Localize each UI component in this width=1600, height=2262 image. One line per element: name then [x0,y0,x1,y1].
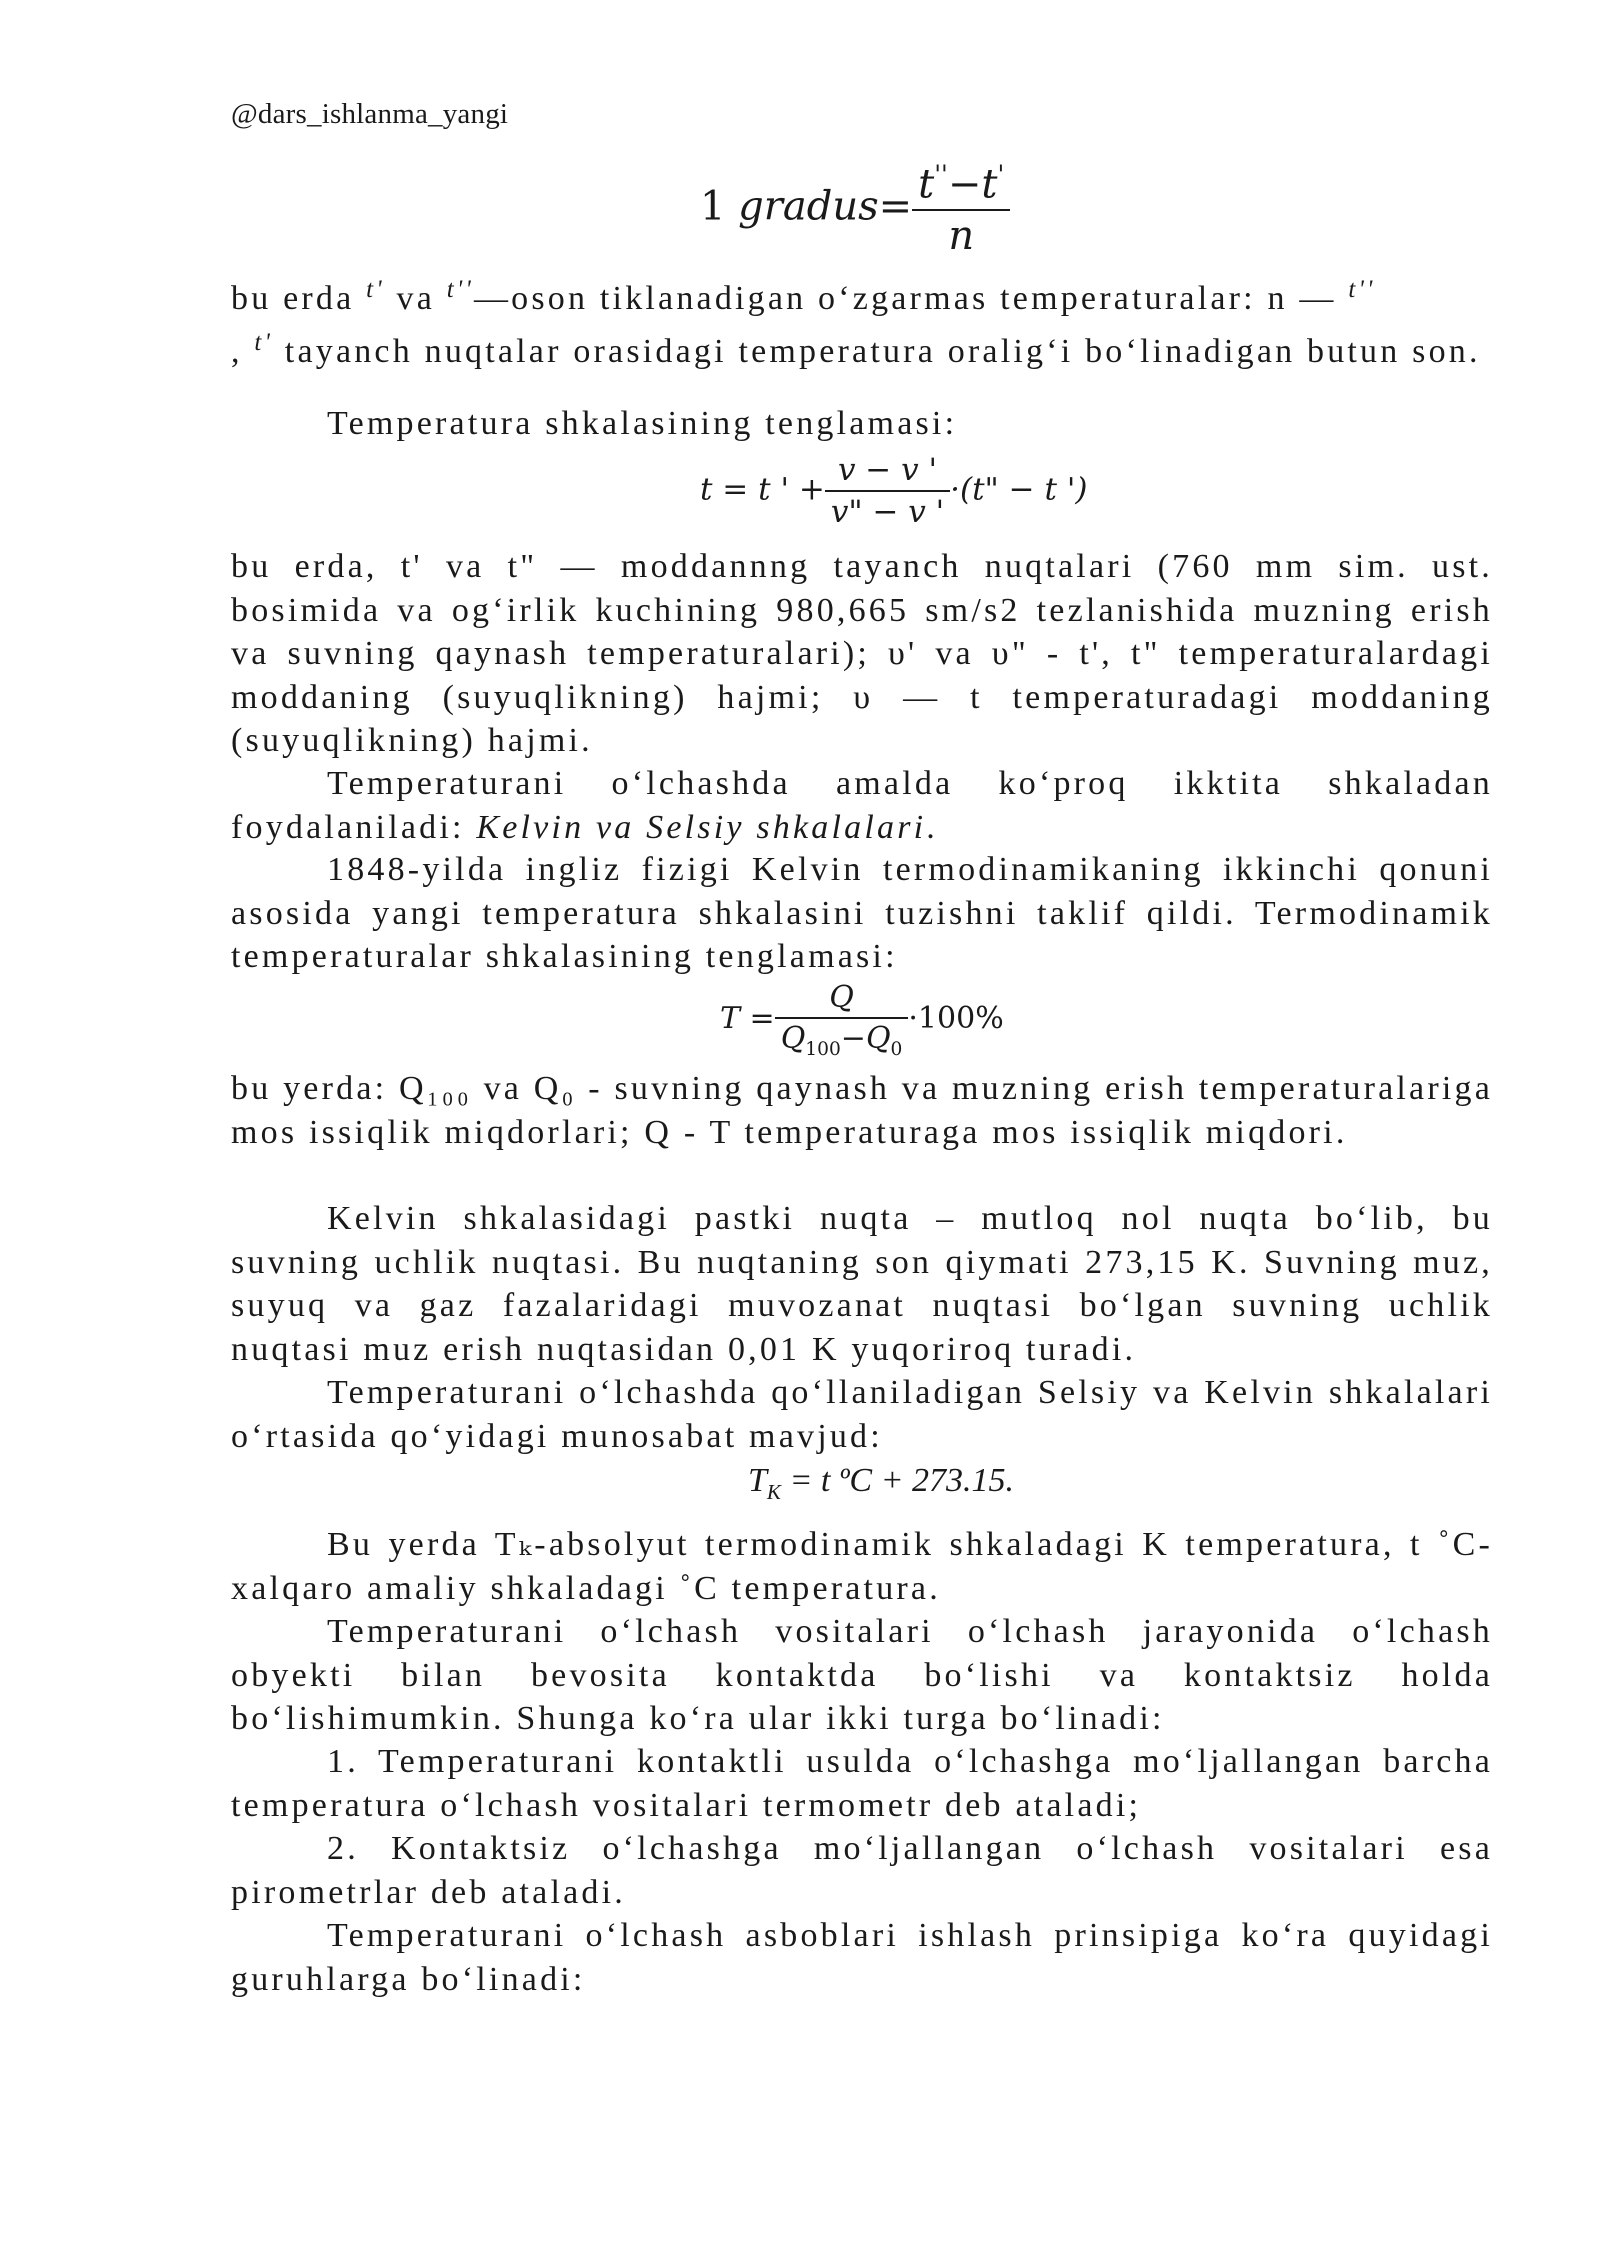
formula-kelvin-celsius: $T_K = t$ ºC + 273.15. [748,1462,1015,1504]
formula-gradus-number: 1 [700,183,726,230]
watermark-handle: @dars_ishlanma_yangi [231,98,509,130]
formula-gradus-fraction [912,160,1010,259]
paragraph-symbols: Bu yerda Tₖ-absolyut termodinamik shkaladagi K temperatura, t ˚C-xalqaro amaliy shkaladagi ˚C temperatura. [231,1526,1493,1607]
scales-names: Kelvin va Selsiy shkalalari [476,808,927,846]
formula-thermodynamic [720,980,1004,1060]
formula-gradus-denominator: n [948,213,975,260]
formula-scale-equation [700,452,1087,530]
formula-thermo-rhs: ·100% [908,1001,1004,1036]
paragraph-measurement-types: Temperaturani o‘lchash vositalari o‘lchash jarayonida o‘lchash obyekti bilan bevosita kontaktda bo‘lishi va kontaktsiz holda bo‘lishimumkin. Shunga ko‘ra ular ikki turga bo‘linadi: [231,1613,1493,1738]
paragraph-triple-point: Kelvin shkalasidagi pastki nuqta – mutloq nol nuqta bo‘lib, bu suvning uchlik nuqtasi. Bu nuqtaning son qiymati 273,15 K. Suvning muz, suyuq va gaz fazalaridagi muvozanat nuqtasi bo‘lgan suvning uchlik nuqtasi muz erish nuqtasidan 0,01 K yuqoriroq turadi. [231,1200,1493,1368]
list-item-pyrometer: 2. Kontaktsiz o‘lchashga mo‘ljallangan o‘lchash vositalari esa pirometrlar deb ataladi. [231,1830,1493,1911]
formula-gradus-word: gradus [738,183,879,230]
paragraph-two-scales: Temperaturani o‘lchashda amalda ko‘proq ikktita shkaladan foydalaniladi: Kelvin va Selsiy shkalalari. [231,765,1493,846]
paragraph-scale-equation-intro: Temperatura shkalasining tenglamasi: [327,405,958,442]
formula-scale-lhs: t = t ' + [700,471,825,508]
paragraph-reference-points: bu erda, t' va t" — moddannng tayanch nuqtalari (760 mm sim. ust. bosimida va og‘irlik kuchining 980,665 sm/s2 tezlanishida muzning erish va suvning qaynash temperaturalari); υ' va υ" - t', t" temperaturalardagi moddaning (suyuqlikning) hajmi; υ — t temperaturadagi moddaning (suyuqlikning) hajmi. [231,548,1493,760]
variable-t-double-prime: t'' [1348,276,1376,303]
formula-scale-rhs: ·(t" − t ') [950,471,1088,508]
formula-scale-denominator: v" − v ' [830,494,945,530]
formula-gradus-numerator: t''−t' [912,160,1010,211]
variable-t-double-prime: t'' [446,276,474,303]
formula-thermo-denominator: $Q_{100}-Q_0$ [780,1021,903,1060]
paragraph-definition: bu erda $^{t'}$ va $^{t''}$—oson tiklanadigan o‘zgarmas temperaturalar: n — $^{t''}$ , $^{t'}$ tayanch nuqtalar orasidagi temperatura oralig‘i bo‘linadigan butun son. [231,276,1481,370]
formula-gradus [700,160,1010,259]
paragraph-heat-quantities: bu yerda: Q₁₀₀ va Q₀ - suvning qaynash va muzning erish temperaturalariga mos issiqlik miqdorlari; Q - T temperaturaga mos issiqlik miqdori. [231,1070,1493,1151]
formula-scale-numerator: v − v ' [825,452,950,492]
paragraph-kelvin-history: 1848-yilda ingliz fizigi Kelvin termodinamikaning ikkinchi qonuni asosida yangi temperatura shkalasini tuzishni taklif qildi. Termodinamik temperaturalar shkalasining tenglamasi: [231,851,1493,976]
paragraph-scale-relation: Temperaturani o‘lchashda qo‘llaniladigan Selsiy va Kelvin shkalalari o‘rtasida qo‘yidagi munosabat mavjud: [231,1374,1493,1455]
formula-thermo-lhs: T = [720,1001,775,1036]
formula-gradus-equals: = [878,183,913,230]
formula-thermo-fraction [775,980,909,1060]
variable-t-prime: t' [254,328,274,356]
variable-t-prime: t' [366,276,385,303]
list-item-thermometer: 1. Temperaturani kontaktli usulda o‘lchashga mo‘ljallangan barcha temperatura o‘lchash vositalari termometr deb ataladi; [231,1743,1493,1824]
formula-scale-fraction [825,452,950,530]
paragraph-instrument-groups: Temperaturani o‘lchash asboblari ishlash prinsipiga ko‘ra quyidagi guruhlarga bo‘linadi: [231,1917,1493,1998]
formula-thermo-numerator: Q [775,980,909,1019]
